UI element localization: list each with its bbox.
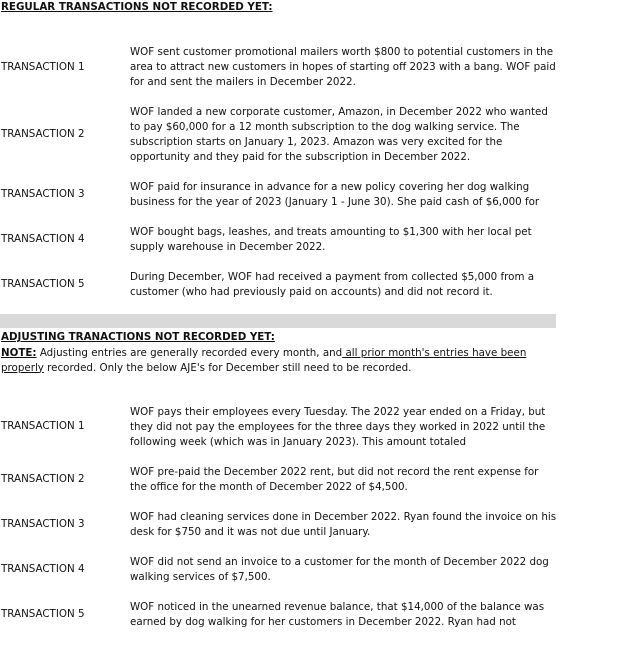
regular-transaction-1-text: WOF sent customer promotional mailers worth $800 to potential customers in the area to attract new customers in hopes of starting off 2023 with a bang. WOF paid for and sent the mailers in December 2022. [130,46,556,88]
note-text-underlined: all prior month's entries have been properly [1,347,527,374]
adjusting-transaction-4-label: TRANSACTION 4 [1,563,85,575]
adjusting-transaction-1-text: WOF pays their employees every Tuesday. The 2022 year ended on a Friday, but they did not pay the employees for the three days they worked in 2022 until the following week (which was in January 2023). This amount totaled [130,406,546,448]
adjusting-transactions-header: ADJUSTING TRANACTIONS NOT RECORDED YET: [1,331,275,343]
adjusting-transaction-3-label: TRANSACTION 3 [1,518,85,530]
adjusting-transaction-5-text: WOF noticed in the unearned revenue balance, that $14,000 of the balance was earned by dog walking for her customers in December 2022. Ryan had not [130,601,545,628]
adjusting-transaction-1-label: TRANSACTION 1 [1,420,85,432]
regular-transaction-5-text: During December, WOF had received a payment from collected $5,000 from a customer (who had previously paid on accounts) and did not record it. [130,271,535,298]
regular-transactions-header: REGULAR TRANSACTIONS NOT RECORDED YET: [1,1,273,13]
adjusting-transaction-5-label: TRANSACTION 5 [1,608,85,620]
regular-transaction-2-text: WOF landed a new corporate customer, Amazon, in December 2022 who wanted to pay $60,000 for a 12 month subscription to the dog walking service. The subscription starts on January 1, 2023. Amazon was very excited for the opportunity and they paid for the subscription in December 2022. [130,106,548,163]
regular-transaction-3-label: TRANSACTION 3 [1,188,85,200]
adjusting-transaction-2-label: TRANSACTION 2 [1,473,85,485]
adjusting-transaction-4-text: WOF did not send an invoice to a customer for the month of December 2022 dog walking services of $7,500. [130,556,549,583]
regular-transaction-5-label: TRANSACTION 5 [1,278,85,290]
note-text-2: recorded. Only the below AJE's for December still need to be recorded. [43,361,412,374]
section-divider [0,314,556,328]
regular-transaction-4-label: TRANSACTION 4 [1,233,85,245]
regular-transaction-3-text: WOF paid for insurance in advance for a new policy covering her dog walking business for the year of 2023 (January 1 - June 30). She paid cash of $6,000 for [130,181,540,208]
adjusting-transaction-3-text: WOF had cleaning services done in December 2022. Ryan found the invoice on his desk for $750 and it was not due until January. [130,511,557,538]
note-text-1: Adjusting entries are generally recorded every month, and [36,347,343,359]
adjusting-transaction-2-text: WOF pre-paid the December 2022 rent, but did not record the rent expense for the office for the month of December 2022 of $4,500. [130,466,539,493]
adjusting-note [1,346,561,375]
regular-transaction-1-label: TRANSACTION 1 [1,61,85,73]
regular-transaction-4-text: WOF bought bags, leashes, and treats amounting to $1,300 with her local pet supply warehouse in December 2022. [130,226,532,253]
note-label: NOTE: [1,347,37,359]
regular-transaction-2-label: TRANSACTION 2 [1,128,85,140]
